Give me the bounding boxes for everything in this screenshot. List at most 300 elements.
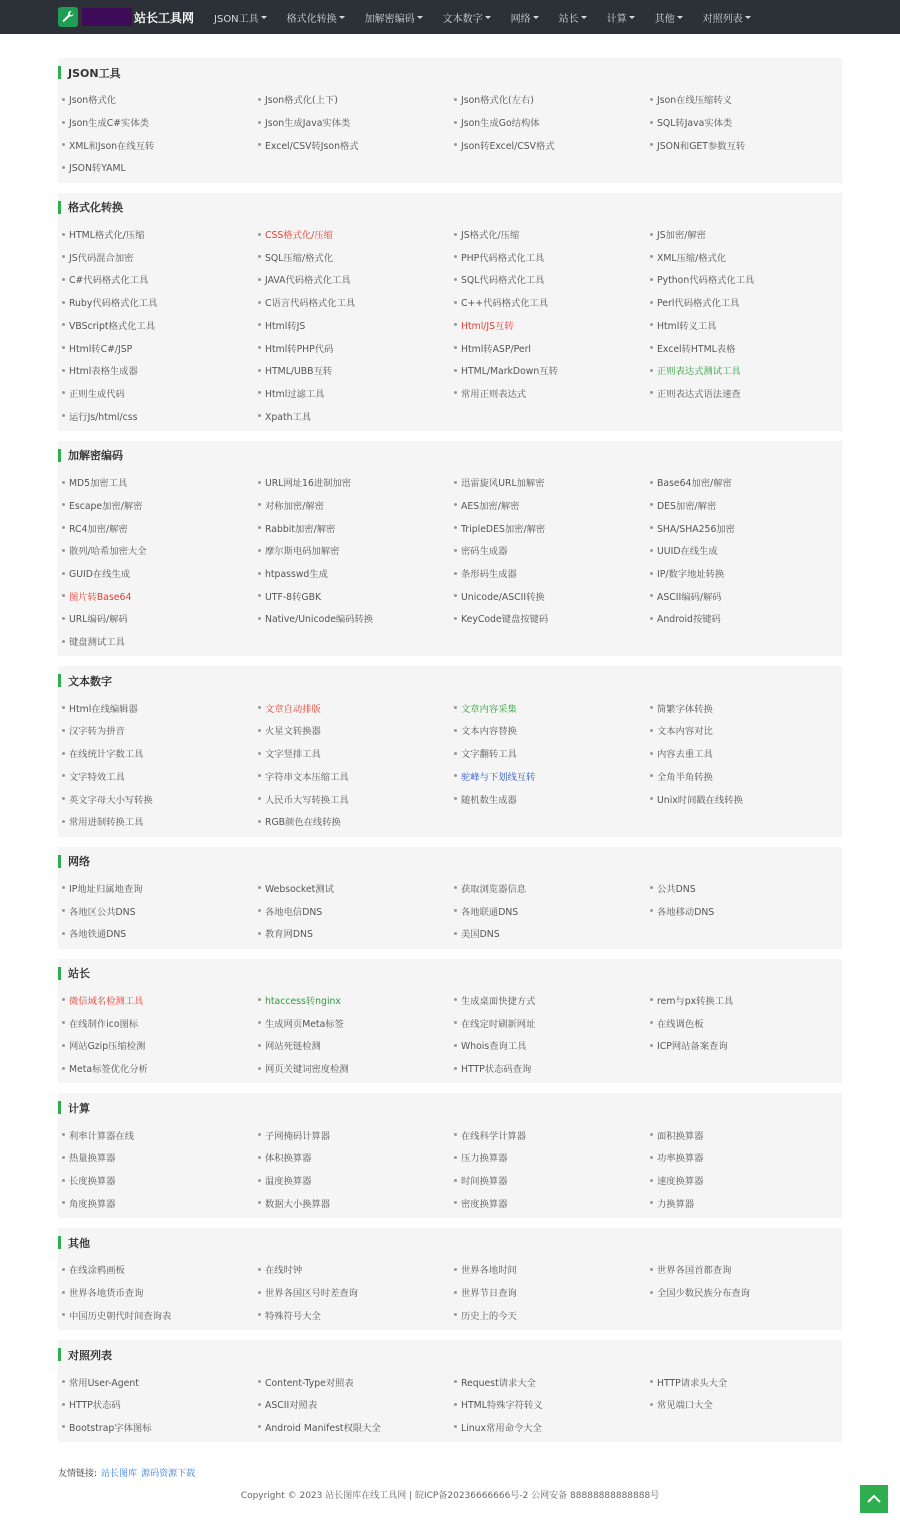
bullet-icon: [62, 797, 65, 800]
tool-link[interactable]: HTTP请求头大全: [657, 1377, 728, 1389]
bullet-icon: [258, 323, 261, 326]
tool-link[interactable]: 全角半角转换: [657, 771, 713, 783]
tool-link[interactable]: 密度换算器: [461, 1198, 508, 1210]
tool-item: [646, 245, 842, 268]
bullet-icon: [258, 1021, 261, 1024]
bullet-icon: [62, 572, 65, 575]
bullet-icon: [62, 121, 65, 124]
tool-link[interactable]: JS加密/解密: [657, 230, 706, 242]
tool-item: [646, 562, 842, 585]
bullet-icon: [650, 1291, 653, 1294]
tool-link[interactable]: Html过滤工具: [265, 388, 325, 400]
tool-link[interactable]: 热量换算器: [69, 1153, 116, 1165]
tool-link[interactable]: SQL压缩/格式化: [265, 252, 334, 264]
bullet-icon: [454, 617, 457, 620]
bullet-icon: [454, 1313, 457, 1316]
tool-link[interactable]: 正则表达式语法速查: [657, 388, 741, 400]
tool-link[interactable]: 全国少数民族分布查询: [657, 1288, 750, 1300]
tool-link[interactable]: Html在线编辑器: [69, 703, 138, 715]
tool-item: [646, 314, 842, 337]
tool-link[interactable]: 体积换算器: [265, 1153, 312, 1165]
tool-item: [450, 336, 646, 359]
back-to-top-button[interactable]: [860, 1485, 888, 1513]
nav-item-2[interactable]: [365, 10, 423, 25]
tool-item: [450, 471, 646, 494]
bullet-icon: [650, 323, 653, 326]
tool-link[interactable]: Ruby代码格式化工具: [69, 298, 158, 310]
tool-item: [254, 88, 450, 111]
tool-link[interactable]: Xpath工具: [265, 411, 312, 423]
tool-link[interactable]: Request请求大全: [461, 1377, 536, 1389]
tool-link[interactable]: 利率计算器在线: [69, 1130, 135, 1142]
bullet-icon: [258, 1201, 261, 1204]
tool-link[interactable]: 条形码生成器: [461, 569, 517, 581]
tool-link[interactable]: 在线调色板: [657, 1018, 704, 1030]
tool-item: [646, 1191, 842, 1214]
tool-link[interactable]: 微信域名检测工具: [69, 995, 144, 1007]
tool-link[interactable]: Android按键码: [657, 614, 721, 626]
bullet-icon: [62, 706, 65, 709]
tool-item: [58, 1011, 254, 1034]
friend-link[interactable]: 源码资源下载: [141, 1468, 196, 1479]
tool-link[interactable]: 网站死链检测: [265, 1041, 321, 1053]
tool-item: [58, 516, 254, 539]
tool-grid: [58, 877, 842, 945]
bullet-icon: [258, 414, 261, 417]
bullet-icon: [62, 820, 65, 823]
tool-link[interactable]: Json生成C#实体类: [69, 118, 149, 130]
tool-link[interactable]: 中国历史朝代时间查询表: [69, 1310, 172, 1322]
tool-link[interactable]: 力换算器: [657, 1198, 695, 1210]
site-brand[interactable]: 站长工具网: [134, 10, 195, 25]
section-accent-bar: [58, 1236, 61, 1249]
bullet-icon: [258, 526, 261, 529]
tool-link[interactable]: HTML/UBB互转: [265, 366, 333, 378]
tool-link[interactable]: 各地联通DNS: [461, 906, 519, 918]
tool-link[interactable]: 在线时钟: [265, 1265, 303, 1277]
tool-link[interactable]: C#代码格式化工具: [69, 275, 149, 287]
tool-link[interactable]: 网站Gzip压缩检测: [69, 1041, 146, 1053]
tool-link[interactable]: 火星文转换器: [265, 726, 321, 738]
tool-link[interactable]: 文字特效工具: [69, 771, 125, 783]
bullet-icon: [258, 932, 261, 935]
bullet-icon: [454, 369, 457, 372]
tool-link[interactable]: 文章内容采集: [461, 703, 517, 715]
tool-link[interactable]: IP/数字地址转换: [657, 569, 725, 581]
tool-section: [58, 666, 842, 836]
tool-link[interactable]: 世界各地货币查询: [69, 1288, 144, 1300]
caret-down-icon: [417, 16, 423, 19]
tool-link[interactable]: URL编码/解码: [69, 614, 128, 626]
tool-item: [254, 922, 450, 945]
nav-item-label: JSON工具: [214, 13, 259, 25]
bullet-icon: [258, 752, 261, 755]
tool-link[interactable]: Android Manifest权限大全: [265, 1422, 381, 1434]
tool-link[interactable]: htpasswd生成: [265, 569, 328, 581]
tool-item: [646, 787, 842, 810]
nav-item-label: 对照列表: [702, 13, 743, 25]
tool-link[interactable]: DES加密/解密: [657, 500, 717, 512]
tool-link[interactable]: RGB颜色在线转换: [265, 817, 341, 829]
bullet-icon: [62, 549, 65, 552]
tool-link[interactable]: Html/JS互转: [461, 320, 514, 332]
tool-item: [58, 787, 254, 810]
tool-link[interactable]: 面积换算器: [657, 1130, 704, 1142]
nav-item-7[interactable]: [655, 10, 683, 25]
tool-link[interactable]: JS代码混合加密: [69, 252, 134, 264]
tool-link[interactable]: 散列/哈希加密大全: [69, 546, 147, 558]
tool-link[interactable]: Unix时间戳在线转换: [657, 794, 743, 806]
tool-link[interactable]: 速度换算器: [657, 1176, 704, 1188]
tool-link[interactable]: 功率换算器: [657, 1153, 704, 1165]
tool-link[interactable]: Websocket测试: [265, 883, 334, 895]
bullet-icon: [62, 617, 65, 620]
tool-link[interactable]: 在线涂鸦画板: [69, 1265, 125, 1277]
tool-link[interactable]: Content-Type对照表: [265, 1377, 354, 1389]
bullet-icon: [454, 503, 457, 506]
tool-link[interactable]: MD5加密工具: [69, 478, 128, 490]
tool-link[interactable]: Json生成Go结构体: [461, 118, 540, 130]
tool-item: [254, 719, 450, 742]
friend-link[interactable]: 站长图库: [101, 1468, 138, 1479]
section-title: [58, 672, 842, 689]
tool-link[interactable]: rem与px转换工具: [657, 995, 734, 1007]
tool-link[interactable]: SQL转Java实体类: [657, 118, 733, 130]
tool-link[interactable]: 角度换算器: [69, 1198, 116, 1210]
tool-link[interactable]: 英文字母大小写转换: [69, 794, 153, 806]
tool-link[interactable]: 世界各国区号时差查询: [265, 1288, 358, 1300]
tool-link[interactable]: Json格式化(上下): [265, 95, 338, 107]
tool-link[interactable]: 随机数生成器: [461, 794, 517, 806]
tool-item: [58, 696, 254, 719]
nav-item-5[interactable]: [559, 10, 587, 25]
tool-link[interactable]: 常用进制转换工具: [69, 817, 144, 829]
tool-link[interactable]: 获取浏览器信息: [461, 883, 527, 895]
tool-link[interactable]: Rabbit加密/解密: [265, 523, 336, 535]
top-navbar: [0, 0, 900, 34]
bullet-icon: [258, 1179, 261, 1182]
tool-item: [254, 359, 450, 382]
bullet-icon: [650, 503, 653, 506]
tool-item: [646, 607, 842, 630]
tool-item: [58, 1370, 254, 1393]
tool-item: [254, 765, 450, 788]
bullet-icon: [650, 1380, 653, 1383]
nav-item-0[interactable]: [214, 10, 267, 25]
tool-link[interactable]: Meta标签优化分析: [69, 1064, 148, 1076]
tool-item: [450, 494, 646, 517]
tool-link[interactable]: HTTP状态码查询: [461, 1064, 532, 1076]
tool-link[interactable]: 驼峰与下划线互转: [461, 771, 536, 783]
tool-item: [58, 1146, 254, 1169]
tool-link[interactable]: 网页关键词密度检测: [265, 1064, 349, 1076]
tool-item: [646, 382, 842, 405]
tool-link[interactable]: 汉字转为拼音: [69, 726, 125, 738]
tool-link[interactable]: 内容去重工具: [657, 749, 713, 761]
tool-link[interactable]: 子网掩码计算器: [265, 1130, 331, 1142]
nav-item-8[interactable]: [703, 10, 751, 25]
bullet-icon: [454, 255, 457, 258]
tool-link[interactable]: PHP代码格式化工具: [461, 252, 545, 264]
bullet-icon: [62, 886, 65, 889]
tool-item: [58, 539, 254, 562]
tool-link[interactable]: Html转义工具: [657, 320, 717, 332]
tool-link[interactable]: ASCII编码/解码: [657, 591, 722, 603]
tool-item: [646, 268, 842, 291]
tool-item: [450, 1146, 646, 1169]
tool-item: [646, 989, 842, 1012]
bullet-icon: [258, 617, 261, 620]
tool-link[interactable]: AES加密/解密: [461, 500, 520, 512]
tool-link[interactable]: HTML格式化/压缩: [69, 230, 145, 242]
bullet-icon: [454, 797, 457, 800]
tool-link[interactable]: 常见端口大全: [657, 1400, 713, 1412]
tool-link[interactable]: 常用User-Agent: [69, 1377, 139, 1389]
bullet-icon: [62, 233, 65, 236]
nav-item-1[interactable]: [287, 10, 345, 25]
tool-link[interactable]: Html转ASP/Perl: [461, 343, 531, 355]
tool-link[interactable]: ICP网站备案查询: [657, 1041, 728, 1053]
tool-link[interactable]: 历史上的今天: [461, 1310, 517, 1322]
bullet-icon: [62, 503, 65, 506]
tool-link[interactable]: Native/Unicode编码转换: [265, 614, 374, 626]
nav-item-label: 其他: [654, 13, 675, 25]
bullet-icon: [454, 1044, 457, 1047]
section-accent-bar: [58, 855, 61, 868]
tool-link[interactable]: 世界各国首都查询: [657, 1265, 732, 1277]
tool-item: [254, 471, 450, 494]
tool-item: [58, 268, 254, 291]
tool-link[interactable]: 摩尔斯电码加解密: [265, 546, 340, 558]
bullet-icon: [454, 572, 457, 575]
bullet-icon: [650, 729, 653, 732]
bullet-icon: [258, 549, 261, 552]
tool-link[interactable]: SHA/SHA256加密: [657, 523, 735, 535]
tool-link[interactable]: RC4加密/解密: [69, 523, 128, 535]
bullet-icon: [62, 323, 65, 326]
tool-link[interactable]: HTML/MarkDown互转: [461, 366, 558, 378]
tool-grid: [58, 989, 842, 1080]
nav-item-3[interactable]: [443, 10, 491, 25]
bullet-icon: [454, 346, 457, 349]
bullet-icon: [258, 369, 261, 372]
tool-link[interactable]: 特殊符号大全: [265, 1310, 321, 1322]
tool-link[interactable]: ASCII对照表: [265, 1400, 318, 1412]
tool-link[interactable]: GUID在线生成: [69, 569, 131, 581]
tool-link[interactable]: 在线制作ico图标: [69, 1018, 139, 1030]
tool-link[interactable]: 各地区公共DNS: [69, 906, 136, 918]
tool-link[interactable]: 生成网页Meta标签: [265, 1018, 344, 1030]
bullet-icon: [62, 1403, 65, 1406]
tool-link[interactable]: 文本内容替换: [461, 726, 517, 738]
bullet-icon: [62, 594, 65, 597]
tool-link[interactable]: 正则生成代码: [69, 388, 125, 400]
tool-link[interactable]: KeyCode键盘按键码: [461, 614, 549, 626]
tool-link[interactable]: XML和Json在线互转: [69, 140, 155, 152]
nav-item-4[interactable]: [511, 10, 539, 25]
tool-link[interactable]: JSON转YAML: [69, 163, 126, 175]
tool-link[interactable]: Json格式化: [69, 95, 117, 107]
bullet-icon: [62, 166, 65, 169]
tool-link[interactable]: CSS格式化/压缩: [265, 230, 333, 242]
tool-item: [450, 314, 646, 337]
tool-item: [254, 1304, 450, 1327]
tool-link[interactable]: 公共DNS: [657, 883, 696, 895]
tool-link[interactable]: 长度换算器: [69, 1176, 116, 1188]
bullet-icon: [650, 549, 653, 552]
tool-section: [58, 1228, 842, 1330]
tool-link[interactable]: Excel/CSV转Json格式: [265, 140, 359, 152]
bullet-icon: [454, 323, 457, 326]
bullet-icon: [454, 1291, 457, 1294]
tool-link[interactable]: Escape加密/解密: [69, 500, 143, 512]
friend-links: [0, 1452, 900, 1478]
tool-item: [450, 1057, 646, 1080]
tool-link[interactable]: Html转C#/JSP: [69, 343, 133, 355]
tool-link[interactable]: 时间换算器: [461, 1176, 508, 1188]
tool-link[interactable]: Whois查询工具: [461, 1041, 527, 1053]
tool-link[interactable]: 迅雷旋风URL加解密: [461, 478, 545, 490]
tool-link[interactable]: UTF-8转GBK: [265, 591, 322, 603]
tool-link[interactable]: 密码生成器: [461, 546, 508, 558]
tool-link[interactable]: 文本内容对比: [657, 726, 713, 738]
tool-item: [450, 359, 646, 382]
tool-link[interactable]: Json生成Java实体类: [265, 118, 351, 130]
tool-link[interactable]: Linux常用命令大全: [461, 1422, 542, 1434]
tool-link[interactable]: C++代码格式化工具: [461, 298, 549, 310]
tool-link[interactable]: C语言代码格式化工具: [265, 298, 356, 310]
tool-link[interactable]: XML压缩/格式化: [657, 252, 727, 264]
tool-link[interactable]: JS格式化/压缩: [461, 230, 520, 242]
tool-link[interactable]: 世界节日查询: [461, 1288, 517, 1300]
tool-link[interactable]: 生成桌面快捷方式: [461, 995, 536, 1007]
tool-link[interactable]: IP地址归属地查询: [69, 883, 143, 895]
tool-item: [58, 1034, 254, 1057]
tool-link[interactable]: 在线统计字数工具: [69, 749, 144, 761]
tool-link[interactable]: Perl代码格式化工具: [657, 298, 740, 310]
bullet-icon: [62, 640, 65, 643]
tool-link[interactable]: 人民币大写转换工具: [265, 794, 349, 806]
tool-item: [254, 404, 450, 427]
tool-link[interactable]: 各地移动DNS: [657, 906, 715, 918]
tool-item: [450, 719, 646, 742]
tool-link[interactable]: 图片转Base64: [69, 591, 132, 603]
tool-link[interactable]: 温度换算器: [265, 1176, 312, 1188]
tool-link[interactable]: Bootstrap字体图标: [69, 1422, 152, 1434]
tool-link[interactable]: JSON和GET参数互转: [657, 140, 746, 152]
tool-item: [58, 133, 254, 156]
tool-link[interactable]: 数据大小换算器: [265, 1198, 331, 1210]
tool-link[interactable]: 简繁字体转换: [657, 703, 713, 715]
caret-down-icon: [261, 16, 267, 19]
tool-link[interactable]: 对称加密/解密: [265, 500, 324, 512]
tool-link[interactable]: 文字竖排工具: [265, 749, 321, 761]
tool-link[interactable]: 字符串文本压缩工具: [265, 771, 349, 783]
tool-link[interactable]: 压力换算器: [461, 1153, 508, 1165]
bullet-icon: [62, 729, 65, 732]
tool-link[interactable]: 教育网DNS: [265, 929, 313, 941]
tool-link[interactable]: URL网址16进制加密: [265, 478, 352, 490]
bullet-icon: [258, 301, 261, 304]
tool-link[interactable]: Base64加密/解密: [657, 478, 732, 490]
tool-link[interactable]: UUID在线生成: [657, 546, 718, 558]
tool-link[interactable]: HTTP状态码: [69, 1400, 121, 1412]
tool-item: [646, 494, 842, 517]
nav-item-label: 加解密编码: [364, 13, 415, 25]
tool-link[interactable]: 在线科学计算器: [461, 1130, 527, 1142]
tool-item: [254, 607, 450, 630]
tool-link[interactable]: 在线定时刷新网址: [461, 1018, 536, 1030]
tool-link[interactable]: TripleDES加密/解密: [461, 523, 546, 535]
tool-link[interactable]: 正则表达式测试工具: [657, 366, 741, 378]
tool-link[interactable]: HTML特殊字符转义: [461, 1400, 543, 1412]
tool-link[interactable]: Html转PHP代码: [265, 343, 334, 355]
tool-grid: [58, 1370, 842, 1438]
tool-item: [254, 1191, 450, 1214]
tool-link[interactable]: Python代码格式化工具: [657, 275, 755, 287]
tool-link[interactable]: 常用正则表达式: [461, 388, 527, 400]
caret-down-icon: [745, 16, 751, 19]
tool-link[interactable]: Json转Excel/CSV格式: [461, 140, 555, 152]
tool-item: [450, 1393, 646, 1416]
bullet-icon: [650, 278, 653, 281]
tool-item: [646, 899, 842, 922]
tool-link[interactable]: 世界各地时间: [461, 1265, 517, 1277]
tool-link[interactable]: 文章自动排版: [265, 703, 321, 715]
tool-link[interactable]: 文字翻转工具: [461, 749, 517, 761]
tool-link[interactable]: Json在线压缩转义: [657, 95, 732, 107]
bullet-icon: [258, 1268, 261, 1271]
tool-item: [58, 1169, 254, 1192]
bullet-icon: [62, 278, 65, 281]
tool-item: [450, 1169, 646, 1192]
tool-item: [450, 516, 646, 539]
tool-link[interactable]: Html表格生成器: [69, 366, 138, 378]
nav-item-label: 格式化转换: [286, 13, 337, 25]
tool-item: [254, 223, 450, 246]
tool-item: [450, 291, 646, 314]
tool-link[interactable]: SQL代码格式化工具: [461, 275, 545, 287]
tool-link[interactable]: 运行Js/html/css: [69, 411, 138, 423]
tool-link[interactable]: Html转JS: [265, 320, 306, 332]
bullet-icon: [650, 998, 653, 1001]
tool-item: [58, 1393, 254, 1416]
bullet-icon: [454, 121, 457, 124]
tool-item: [450, 562, 646, 585]
tool-link[interactable]: 美国DNS: [461, 929, 500, 941]
tool-link[interactable]: 各地铁通DNS: [69, 929, 127, 941]
tool-link[interactable]: Json格式化(左右): [461, 95, 534, 107]
tool-link[interactable]: 各地电信DNS: [265, 906, 323, 918]
bullet-icon: [454, 774, 457, 777]
tool-link[interactable]: Excel转HTML表格: [657, 343, 736, 355]
tool-item: [254, 742, 450, 765]
tool-link[interactable]: VBScript格式化工具: [69, 320, 156, 332]
bullet-icon: [650, 121, 653, 124]
tool-link[interactable]: JAVA代码格式化工具: [265, 275, 351, 287]
tool-link[interactable]: htaccess转nginx: [265, 995, 341, 1007]
tool-link[interactable]: Unicode/ASCII转换: [461, 591, 545, 603]
bullet-icon: [258, 481, 261, 484]
friend-link-list: [97, 1466, 195, 1479]
wrench-icon[interactable]: [58, 7, 78, 27]
nav-item-6[interactable]: [607, 10, 635, 25]
caret-down-icon: [581, 16, 587, 19]
bullet-icon: [650, 572, 653, 575]
bullet-icon: [258, 594, 261, 597]
bullet-icon: [258, 1044, 261, 1047]
tool-link[interactable]: 键盘测试工具: [69, 637, 125, 649]
